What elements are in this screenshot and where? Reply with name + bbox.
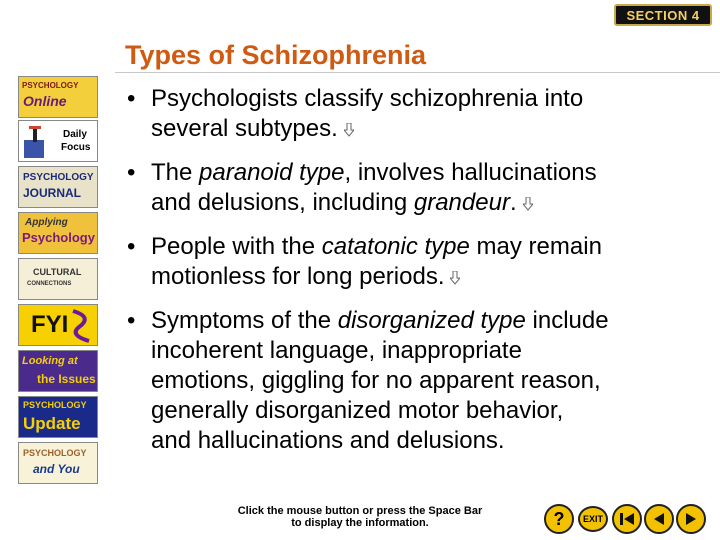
term-grandeur: grandeur bbox=[413, 189, 510, 216]
bullet-text-segment: Symptoms of the bbox=[151, 307, 338, 334]
bullet-marker: • bbox=[127, 85, 136, 112]
icon-label-bottom: Online bbox=[23, 93, 67, 109]
podium-icon bbox=[21, 122, 51, 162]
psychology-and-you-icon[interactable] bbox=[18, 442, 98, 484]
fyi-icon[interactable] bbox=[18, 304, 98, 346]
looking-at-the-issues-icon[interactable] bbox=[18, 350, 98, 392]
section-tab bbox=[614, 4, 712, 26]
bullet-text-segment: , involves hallucinations bbox=[344, 159, 597, 186]
bullet-text bbox=[151, 158, 711, 218]
icon-label-bottom: Psychology bbox=[22, 230, 95, 245]
bullet-marker: • bbox=[127, 307, 136, 334]
previous-slide-icon bbox=[651, 511, 667, 527]
icon-label-top: FYI bbox=[31, 311, 69, 338]
applying-psychology-icon[interactable] bbox=[18, 212, 98, 254]
bullet-text-segment: The bbox=[151, 159, 200, 186]
instruction-line: Click the mouse button or press the Space Bar bbox=[237, 505, 483, 517]
help-icon: ? bbox=[553, 508, 565, 529]
next-slide-icon bbox=[683, 511, 699, 527]
first-slide-icon bbox=[619, 511, 635, 527]
bullet-text-segment: and delusions, including bbox=[151, 189, 414, 216]
help-button[interactable] bbox=[544, 504, 574, 534]
bullet-marker: • bbox=[127, 159, 136, 186]
exit-button[interactable] bbox=[578, 506, 608, 532]
bullet-text bbox=[151, 84, 711, 144]
icon-label-top: Applying bbox=[25, 217, 68, 228]
icon-label-top: PSYCHOLOGY bbox=[23, 448, 87, 458]
term-disorganized-type: disorganized type bbox=[337, 307, 526, 334]
instruction-line: to display the information. bbox=[291, 517, 429, 529]
bullet-text-line: several subtypes. bbox=[151, 115, 338, 142]
term-catatonic-type: catatonic type bbox=[321, 233, 470, 260]
bullet-marker: • bbox=[127, 233, 136, 260]
slide-title: Types of Schizophrenia bbox=[125, 40, 427, 70]
psychology-online-icon[interactable] bbox=[18, 76, 98, 118]
icon-label-top: PSYCHOLOGY bbox=[23, 172, 94, 183]
icon-label-top: Looking at bbox=[22, 355, 78, 367]
icon-label-bottom: and You bbox=[33, 462, 80, 476]
bullet-text-segment: motionless for long periods. bbox=[151, 263, 445, 290]
bullet-text-line: emotions, giggling for no apparent reason, bbox=[151, 367, 601, 394]
bullet-text-segment: include bbox=[525, 307, 609, 334]
icon-label-bottom: JOURNAL bbox=[23, 186, 82, 200]
icon-label-bottom: Update bbox=[23, 414, 81, 433]
icon-label-bottom: Focus bbox=[61, 142, 91, 153]
psychology-journal-icon[interactable] bbox=[18, 166, 98, 208]
bullet-text-line: generally disorganized motor behavior, bbox=[151, 397, 564, 424]
title-divider bbox=[115, 72, 720, 73]
icon-label-top: PSYCHOLOGY bbox=[23, 400, 87, 410]
bullet-text-segment: People with the bbox=[151, 233, 322, 260]
icon-label-bottom: CONNECTIONS bbox=[27, 281, 72, 287]
previous-slide-button[interactable] bbox=[644, 504, 674, 534]
bullet-text-segment: may remain bbox=[469, 233, 602, 260]
cultural-connections-icon[interactable] bbox=[18, 258, 98, 300]
icon-label-top: PSYCHOLOGY bbox=[22, 81, 79, 90]
icon-label-bottom: the Issues bbox=[37, 372, 96, 386]
bullet-text bbox=[151, 306, 711, 456]
bullet-text-line: and hallucinations and delusions. bbox=[151, 427, 505, 454]
exit-icon: EXIT bbox=[582, 514, 603, 524]
bullet-text-line: Psychologists classify schizophrenia into bbox=[151, 85, 584, 112]
down-arrow-icon bbox=[523, 197, 533, 211]
down-arrow-icon bbox=[450, 271, 460, 285]
section-tab-label: SECTION 4 bbox=[626, 7, 700, 23]
daily-focus-icon[interactable] bbox=[18, 120, 98, 162]
bullet-text bbox=[151, 232, 711, 292]
bullet-text-line: incoherent language, inappropriate bbox=[151, 337, 522, 364]
icon-label-top: CULTURAL bbox=[33, 267, 82, 277]
down-arrow-icon bbox=[344, 123, 354, 137]
icon-label-top: Daily bbox=[63, 129, 87, 140]
spiral-icon bbox=[67, 305, 97, 345]
term-paranoid-type: paranoid type bbox=[199, 159, 345, 186]
first-slide-button[interactable] bbox=[612, 504, 642, 534]
next-slide-button[interactable] bbox=[676, 504, 706, 534]
psychology-update-icon[interactable] bbox=[18, 396, 98, 438]
bullet-text-segment: . bbox=[509, 189, 517, 216]
instruction-text bbox=[222, 505, 498, 529]
